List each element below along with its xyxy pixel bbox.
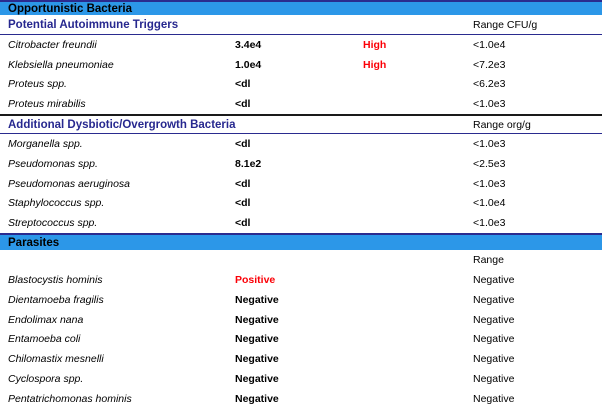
- result-value: Positive: [235, 274, 276, 287]
- organism-name: Dientamoeba fragilis: [8, 293, 104, 306]
- reference-range: <1.0e3: [473, 98, 506, 111]
- organism-name: Pseudomonas aeruginosa: [8, 177, 131, 190]
- result-value: Negative: [235, 373, 279, 386]
- reference-range: Negative: [473, 353, 515, 366]
- result-value: <dl: [235, 98, 251, 111]
- reference-range: <1.0e3: [473, 177, 506, 190]
- table-row: [0, 270, 602, 290]
- parasites-range-header-row: [0, 250, 602, 270]
- table-row: [0, 55, 602, 75]
- table-row: [0, 349, 602, 369]
- table-row: [0, 213, 602, 233]
- reference-range: Negative: [473, 373, 515, 386]
- reference-range: Negative: [473, 293, 515, 306]
- result-value: Negative: [235, 313, 279, 326]
- table-row: [0, 290, 602, 310]
- result-value: Negative: [235, 333, 279, 346]
- result-value: Negative: [235, 353, 279, 366]
- section-banner-opportunistic-bacteria: [0, 0, 602, 15]
- range-column-header: Range: [473, 254, 504, 267]
- group-title: Potential Autoimmune Triggers: [8, 18, 179, 31]
- organism-name: Streptococcus spp.: [8, 217, 98, 230]
- table-row: [0, 194, 602, 214]
- section-banner-parasites: [0, 233, 602, 250]
- reference-range: Negative: [473, 274, 515, 287]
- group-title: Additional Dysbiotic/Overgrowth Bacteria: [8, 118, 236, 131]
- organism-name: Pseudomonas spp.: [8, 157, 98, 170]
- table-row: [0, 369, 602, 389]
- reference-range: <7.2e3: [473, 58, 506, 71]
- table-row: [0, 389, 602, 409]
- group-header-autoimmune-triggers: [0, 15, 602, 35]
- result-value: <dl: [235, 217, 251, 230]
- organism-name: Staphylococcus spp.: [8, 197, 105, 210]
- result-value: <dl: [235, 197, 251, 210]
- organism-name: Cyclospora spp.: [8, 373, 84, 386]
- organism-name: Citrobacter freundii: [8, 38, 97, 51]
- table-row: [0, 330, 602, 350]
- table-row: [0, 35, 602, 55]
- result-value: 1.0e4: [235, 58, 262, 71]
- reference-range: Negative: [473, 313, 515, 326]
- result-flag: High: [363, 38, 387, 51]
- table-row: [0, 75, 602, 95]
- reference-range: <6.2e3: [473, 78, 506, 91]
- table-row: [0, 154, 602, 174]
- table-row: [0, 310, 602, 330]
- organism-name: Chilomastix mesnelli: [8, 353, 104, 366]
- reference-range: <1.0e4: [473, 197, 506, 210]
- group-header-dysbiotic-bacteria: [0, 116, 602, 134]
- reference-range: <1.0e3: [473, 217, 506, 230]
- table-row: [0, 174, 602, 194]
- organism-name: Proteus mirabilis: [8, 98, 86, 111]
- result-value: <dl: [235, 138, 251, 151]
- organism-name: Blastocystis hominis: [8, 274, 103, 287]
- reference-range: <1.0e4: [473, 38, 506, 51]
- organism-name: Endolimax nana: [8, 313, 84, 326]
- range-column-header: Range org/g: [473, 118, 531, 131]
- organism-name: Pentatrichomonas hominis: [8, 392, 132, 405]
- result-value: <dl: [235, 177, 251, 190]
- banner-title: Parasites: [8, 236, 60, 249]
- range-column-header: Range CFU/g: [473, 18, 538, 31]
- banner-title: Opportunistic Bacteria: [8, 2, 132, 15]
- reference-range: <1.0e3: [473, 138, 506, 151]
- organism-name: Entamoeba coli: [8, 333, 81, 346]
- organism-name: Morganella spp.: [8, 138, 83, 151]
- organism-name: Proteus spp.: [8, 78, 67, 91]
- reference-range: Negative: [473, 392, 515, 405]
- result-value: 3.4e4: [235, 38, 262, 51]
- table-row: [0, 94, 602, 114]
- result-value: 8.1e2: [235, 157, 262, 170]
- result-value: Negative: [235, 392, 279, 405]
- result-flag: High: [363, 58, 387, 71]
- table-row: [0, 134, 602, 154]
- reference-range: Negative: [473, 333, 515, 346]
- result-value: Negative: [235, 293, 279, 306]
- reference-range: <2.5e3: [473, 157, 506, 170]
- result-value: <dl: [235, 78, 251, 91]
- organism-name: Klebsiella pneumoniae: [8, 58, 114, 71]
